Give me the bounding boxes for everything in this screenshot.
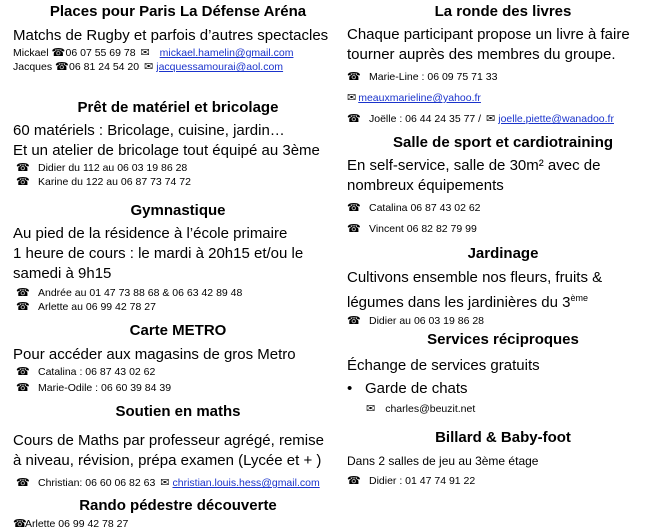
envelope-icon: ✉ bbox=[366, 403, 376, 415]
section-maths bbox=[13, 402, 343, 490]
email-link[interactable]: joelle.piette@wanadoo.fr bbox=[498, 113, 614, 125]
email-link[interactable]: jacquessamourai@aol.com bbox=[156, 61, 284, 73]
section-text: Chaque participant propose un livre à faire bbox=[347, 26, 630, 43]
section-gym bbox=[13, 201, 343, 314]
section-text: tourner auprès des membres du groupe. bbox=[347, 46, 616, 63]
section-billard bbox=[347, 428, 659, 488]
contact-line: Jacques ☎06 81 24 54 20 ✉ jacquessamourai@aol.com bbox=[13, 61, 284, 73]
contact-line: ☎ Didier : 01 47 74 91 22 bbox=[347, 475, 476, 487]
section-pret bbox=[13, 98, 343, 189]
phone-icon: ☎ bbox=[347, 475, 361, 487]
section-text: légumes dans les jardinières du 3ème bbox=[347, 293, 588, 311]
section-sport bbox=[347, 133, 659, 236]
contact-line: ☎Arlette 06 99 42 78 27 bbox=[13, 518, 129, 530]
contact-line: ☎ Catalina : 06 87 43 02 62 bbox=[16, 366, 156, 378]
contact-line: ☎ Catalina 06 87 43 02 62 bbox=[347, 202, 481, 214]
phone-icon: ☎ bbox=[16, 287, 30, 299]
contact-line: ☎ Vincent 06 82 82 79 99 bbox=[347, 223, 477, 235]
contact-line: ☎ Didier du 112 au 06 03 19 86 28 bbox=[16, 162, 188, 174]
phone-icon: ☎ bbox=[347, 71, 361, 83]
section-title: Billard & Baby-foot bbox=[435, 429, 571, 446]
phone-icon: ☎ bbox=[13, 518, 27, 530]
section-text: Dans 2 salles de jeu au 3ème étage bbox=[347, 454, 539, 468]
email-link[interactable]: mickael.hamelin@gmail.com bbox=[159, 47, 294, 59]
contact-line: Mickael ☎06 07 55 69 78 ✉ mickael.hamelin@gmail.com bbox=[13, 47, 294, 59]
section-title: Soutien en maths bbox=[115, 403, 241, 420]
contact-line: ☎ Andrée au 01 47 73 88 68 & 06 63 42 89 48 bbox=[16, 287, 243, 299]
section-title: La ronde des livres bbox=[434, 3, 572, 20]
contact-line: ☎ Marie-Line : 06 09 75 71 33 bbox=[347, 71, 498, 83]
bullet-icon: • bbox=[347, 380, 353, 397]
section-text: Pour accéder aux magasins de gros Metro bbox=[13, 346, 296, 363]
section-title: Gymnastique bbox=[130, 202, 226, 219]
section-ronde bbox=[347, 2, 659, 126]
section-text: Au pied de la résidence à l’école primaire bbox=[13, 225, 288, 242]
envelope-icon: ✉ bbox=[486, 113, 496, 125]
envelope-icon: ✉ bbox=[347, 92, 357, 104]
section-text: Échange de services gratuits bbox=[347, 357, 540, 374]
contact-line: ☎ Joëlle : 06 44 24 35 77 / ✉ joelle.piette@wanadoo.fr bbox=[347, 113, 614, 125]
phone-icon: ☎ bbox=[16, 477, 30, 489]
phone-icon: ☎ bbox=[16, 382, 30, 394]
section-title: Services réciproques bbox=[427, 331, 579, 348]
phone-icon: ☎ bbox=[55, 61, 69, 73]
contact-line: ✉ charles@beuzit.net bbox=[366, 403, 476, 415]
envelope-icon: ✉ bbox=[160, 477, 170, 489]
contact-line: ☎ Didier au 06 03 19 86 28 bbox=[347, 315, 485, 327]
phone-icon: ☎ bbox=[16, 301, 30, 313]
section-title: Salle de sport et cardiotraining bbox=[392, 134, 614, 151]
section-text: Et un atelier de bricolage tout équipé au 3ème bbox=[13, 142, 320, 159]
section-text: samedi à 9h15 bbox=[13, 265, 112, 282]
section-rando bbox=[13, 496, 343, 531]
contact-line: ☎ Arlette au 06 99 42 78 27 bbox=[16, 301, 156, 313]
email-link[interactable]: meauxmarieline@yahoo.fr bbox=[358, 92, 481, 104]
email-link[interactable]: christian.louis.hess@gmail.com bbox=[172, 477, 320, 489]
section-title: Carte METRO bbox=[129, 322, 227, 339]
section-metro bbox=[13, 321, 343, 395]
envelope-icon: ✉ bbox=[144, 61, 154, 73]
section-text: 60 matériels : Bricolage, cuisine, jardin… bbox=[13, 122, 285, 139]
section-text: En self-service, salle de 30m² avec de bbox=[347, 157, 601, 174]
envelope-icon: ✉ bbox=[140, 47, 150, 59]
contact-line bbox=[347, 91, 659, 105]
section-text: à niveau, révision, prépa examen (Lycée et + ) bbox=[13, 452, 322, 469]
phone-icon: ☎ bbox=[347, 202, 361, 214]
section-text: Cours de Maths par professeur agrégé, remise bbox=[13, 432, 324, 449]
section-jardin bbox=[347, 244, 659, 328]
contact-line: ☎ Karine du 122 au 06 87 73 74 72 bbox=[16, 176, 191, 188]
phone-icon: ☎ bbox=[16, 176, 30, 188]
section-title: Places pour Paris La Défense Aréna bbox=[49, 3, 307, 20]
phone-icon: ☎ bbox=[347, 315, 361, 327]
contact-line: ☎ Christian: 06 60 06 82 63 ✉ christian.louis.hess@gmail.com bbox=[16, 477, 320, 489]
section-services bbox=[347, 330, 659, 416]
phone-icon: ☎ bbox=[51, 47, 66, 59]
phone-icon: ☎ bbox=[347, 223, 361, 235]
section-text: Matchs de Rugby et parfois d’autres spectacles bbox=[13, 27, 329, 44]
section-title: Prêt de matériel et bricolage bbox=[77, 99, 279, 116]
phone-icon: ☎ bbox=[16, 366, 30, 378]
section-title: Rando pédestre découverte bbox=[79, 497, 277, 514]
section-text: nombreux équipements bbox=[347, 177, 504, 194]
phone-icon: ☎ bbox=[16, 162, 30, 174]
contact-line: ☎ Marie-Odile : 06 60 39 84 39 bbox=[16, 382, 172, 394]
section-paris bbox=[13, 2, 343, 74]
section-title: Jardinage bbox=[467, 245, 539, 262]
section-text: 1 heure de cours : le mardi à 20h15 et/ou le bbox=[13, 245, 304, 262]
list-item: • Garde de chats bbox=[347, 380, 468, 397]
phone-icon: ☎ bbox=[347, 113, 361, 125]
section-text: Cultivons ensemble nos fleurs, fruits & bbox=[347, 269, 603, 286]
